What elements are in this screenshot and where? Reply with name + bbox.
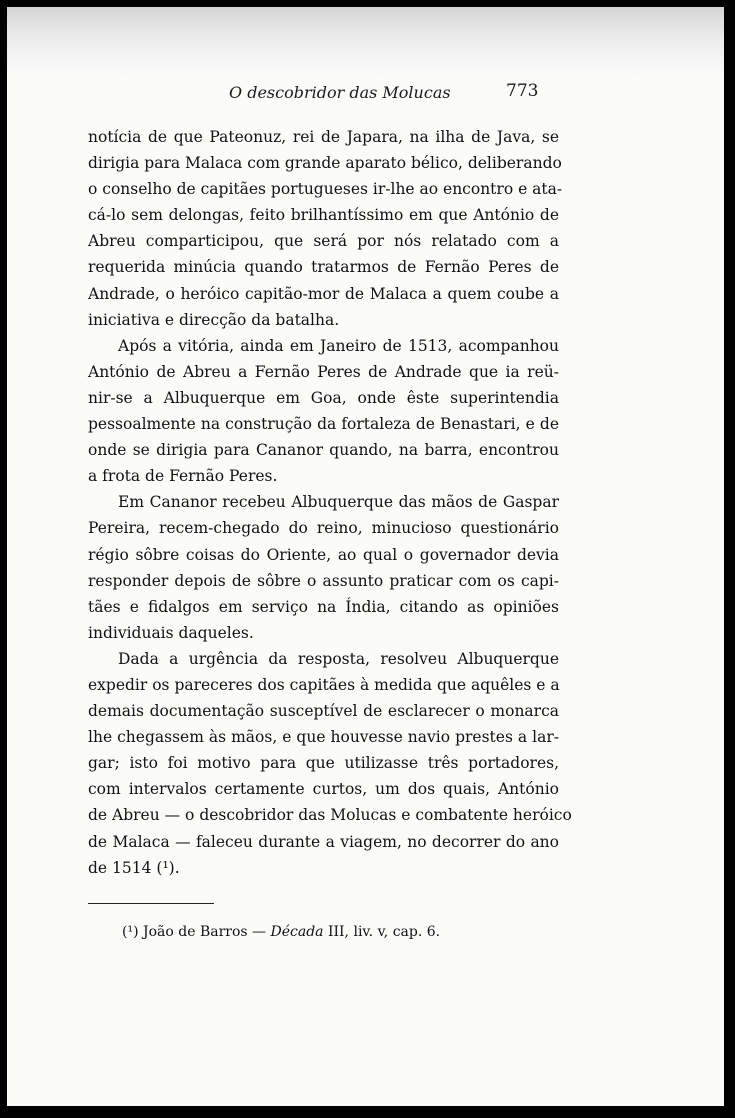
footnote-reference: III, liv. v, cap. 6. [327, 924, 441, 940]
footnote-citation: João de Barros — [143, 924, 267, 940]
text-line: onde se dirigia para Cananor quando, na barra, encontrou [88, 441, 559, 460]
footnote-marker: (¹) [122, 924, 139, 940]
text-line: de Abreu — o descobridor das Molucas e combatente heróico [88, 806, 572, 825]
text-line: nir-se a Albuquerque em Goa, onde êste superintendia [88, 388, 559, 407]
text-line: expedir os pareceres dos capitães à medida que aquêles e a [88, 675, 560, 694]
paragraph [88, 124, 563, 333]
text-line: notícia de que Pateonuz, rei de Japara, na ilha de Java, se [88, 128, 559, 146]
text-line: responder depois de sôbre o assunto praticar com os capi- [88, 571, 559, 590]
text-line: régio sôbre coisas do Oriente, ao qual o governador devia [88, 545, 559, 564]
text-line: de 1514 (¹). [88, 858, 180, 877]
paragraph [88, 333, 559, 490]
text-line: Andrade, o heróico capitão-mor de Malaca a quem coube a [88, 284, 559, 303]
running-title: O descobridor das Molucas [229, 83, 451, 102]
paragraph [88, 489, 559, 646]
book-page [7, 7, 724, 1106]
text-line: Abreu comparticipou, que será por nós relatado com a [88, 232, 559, 251]
text-line: Após a vitória, ainda em Janeiro de 1513, acompanhou [118, 336, 559, 355]
text-line: Pereira, recem-chegado do reino, minucioso questionário [88, 519, 559, 538]
text-line: dirigia para Malaca com grande aparato bélico, deliberando [88, 154, 562, 173]
page-number: 773 [506, 81, 539, 101]
text-line: individuais daqueles. [88, 623, 254, 642]
text-line: lhe chegassem às mãos, e que houvesse navio prestes a lar- [88, 728, 559, 747]
footnote-divider [88, 903, 214, 904]
text-line: requerida minúcia quando tratarmos de Fernão Peres de [88, 258, 559, 277]
text-line: pessoalmente na construção da fortaleza de Benastari, e de [88, 415, 559, 434]
body-text [88, 124, 572, 881]
running-head [7, 83, 724, 107]
text-line: demais documentação susceptível de esclarecer o monarca [88, 702, 559, 721]
text-line: tães e fidalgos em serviço na Índia, citando as opiniões [88, 597, 559, 616]
scan-shading [7, 7, 724, 77]
text-line: a frota de Fernão Peres. [88, 467, 278, 486]
footnote [122, 924, 440, 940]
text-line: iniciativa e direcção da batalha. [88, 310, 340, 329]
text-line: de Malaca — faleceu durante a viagem, no decorrer do ano [88, 832, 559, 851]
text-line: Em Cananor recebeu Albuquerque das mãos de Gaspar [118, 493, 559, 512]
paragraph [88, 646, 572, 881]
text-line: com intervalos certamente curtos, um dos quais, António [88, 780, 559, 799]
footnote-work-title: Década [270, 924, 324, 940]
text-line: Dada a urgência da resposta, resolveu Albuquerque [118, 649, 559, 668]
text-line: o conselho de capitães portugueses ir-lhe ao encontro e ata- [88, 180, 563, 199]
text-line: cá-lo sem delongas, feito brilhantíssimo em que António de [88, 206, 559, 225]
text-line: António de Abreu a Fernão Peres de Andrade que ia reü- [88, 362, 559, 381]
text-line: gar; isto foi motivo para que utilizasse três portadores, [88, 754, 559, 773]
